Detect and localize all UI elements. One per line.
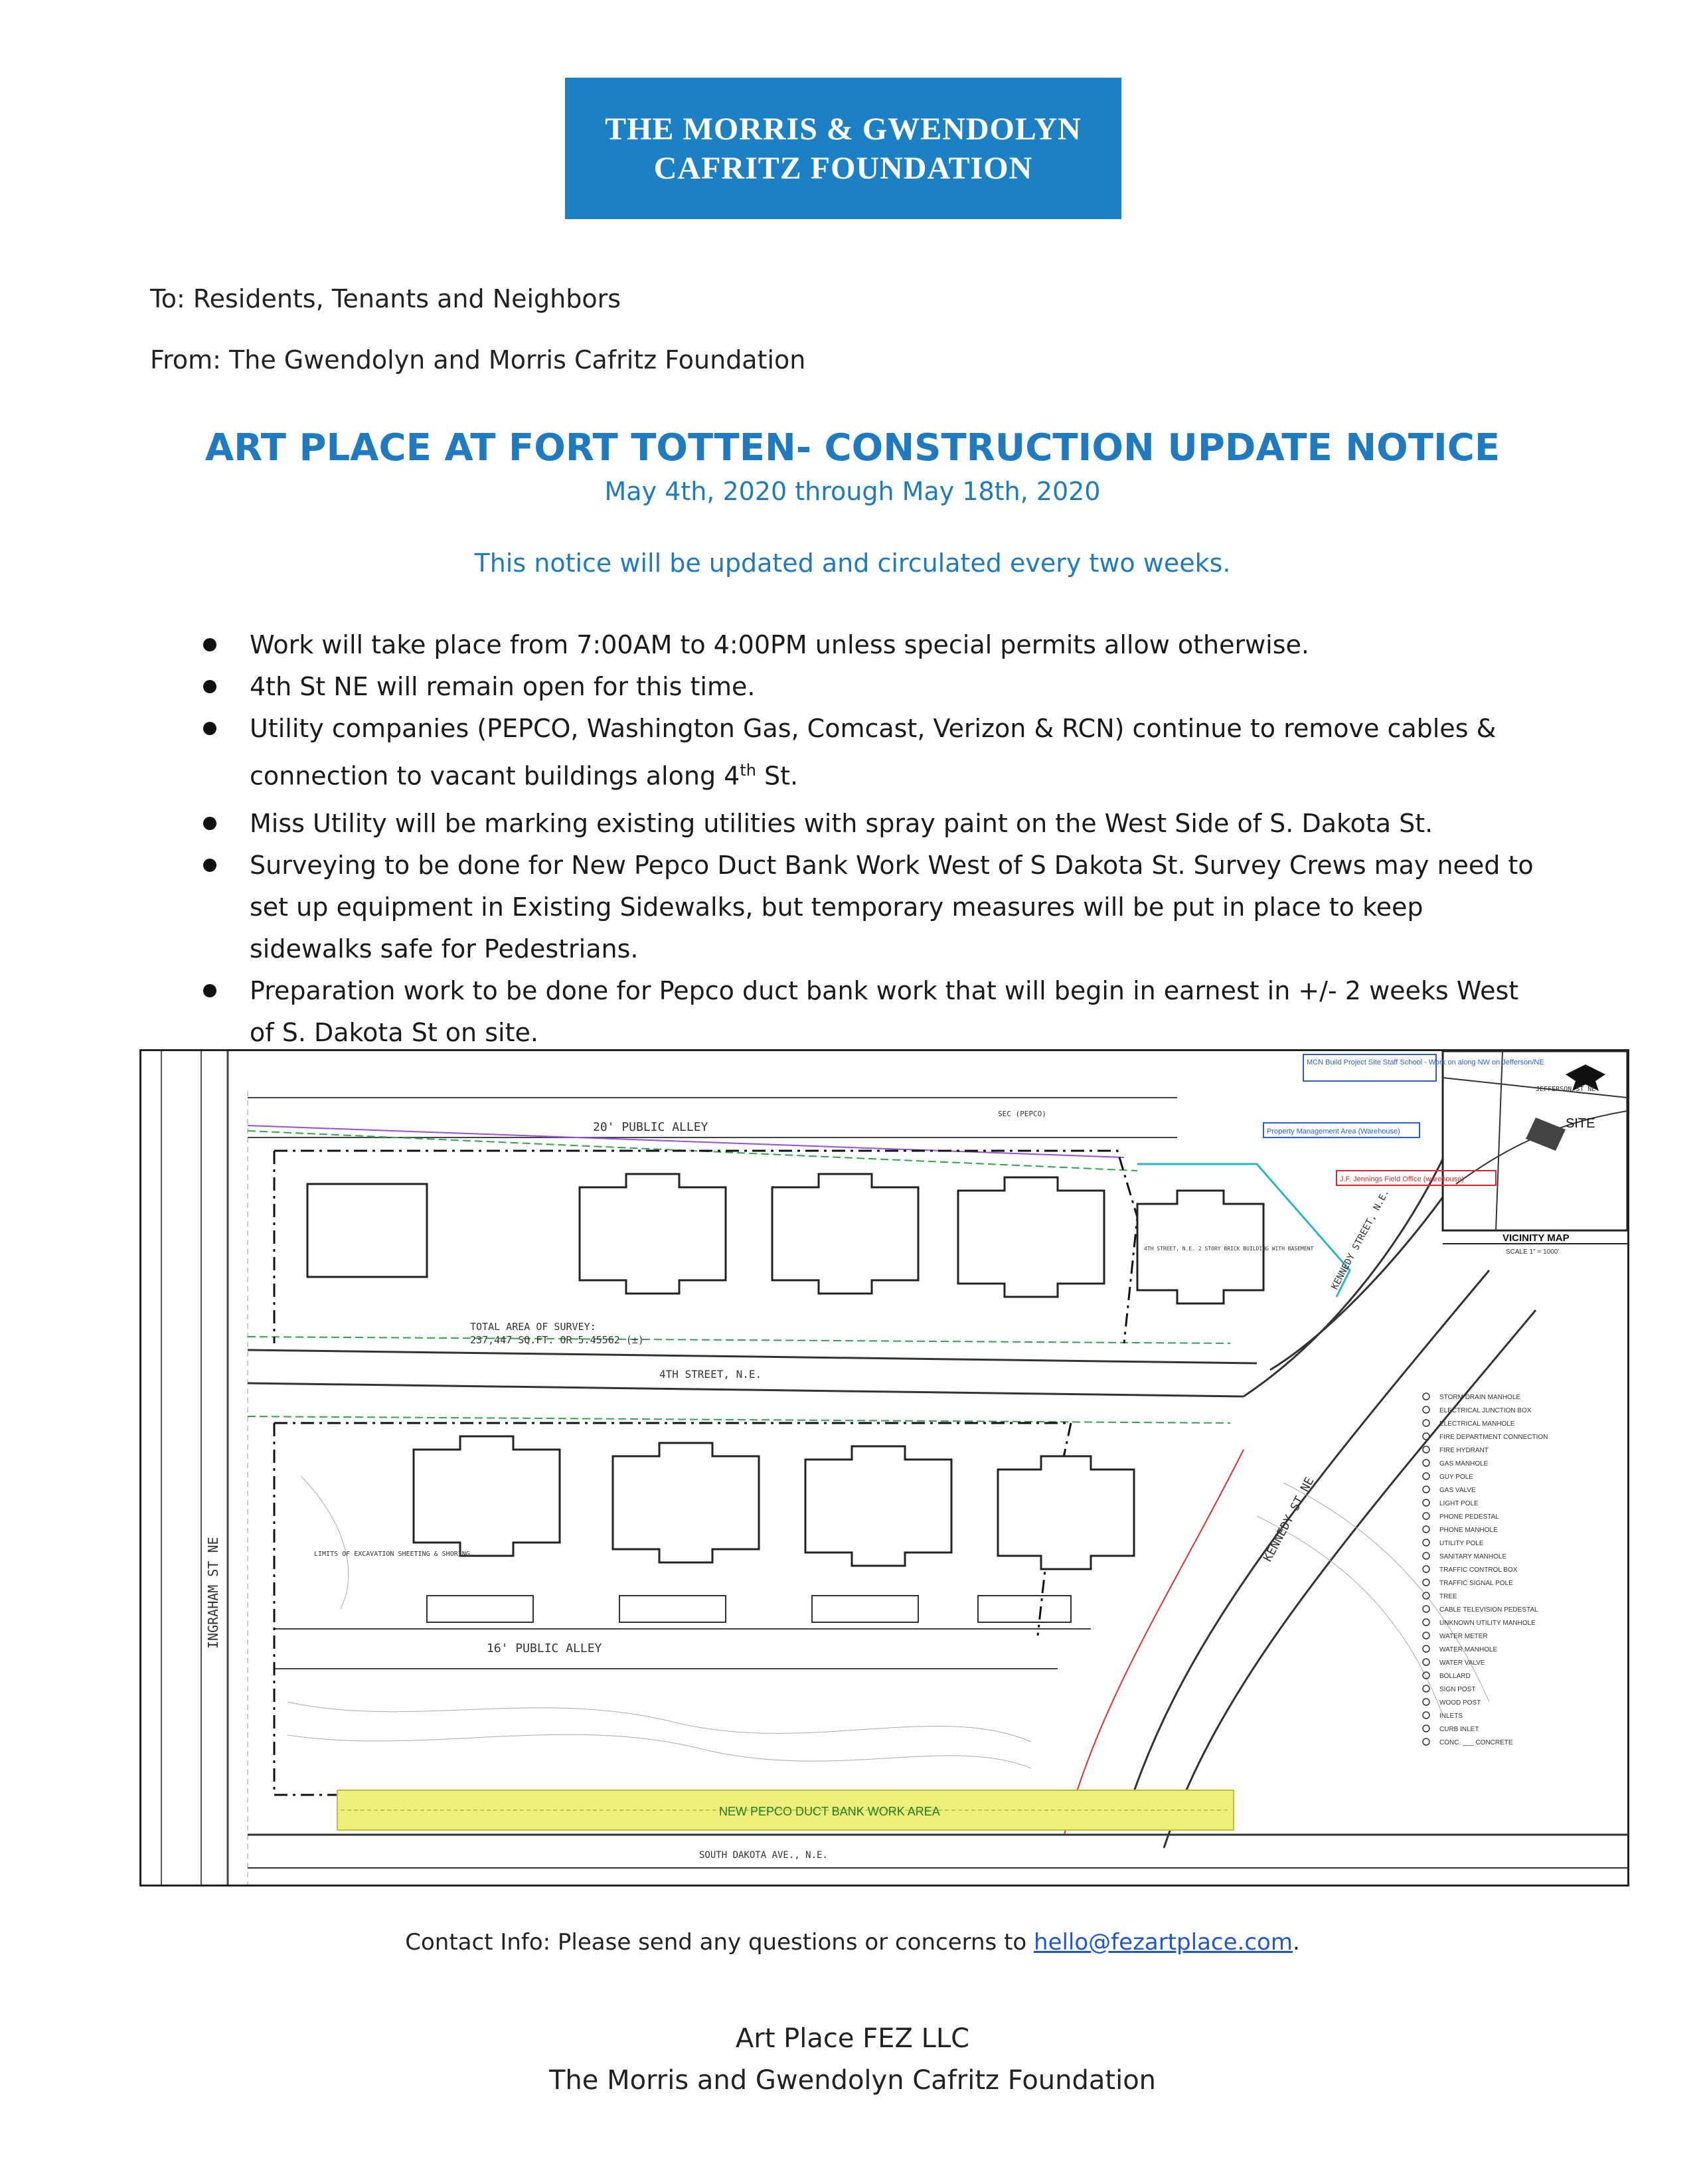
label-kennedy: KENNEDY ST NE — [1260, 1475, 1317, 1564]
legend-item: UNKNOWN UTILITY MANHOLE — [1439, 1620, 1536, 1627]
site-plan-svg — [141, 1051, 1627, 1885]
bullet-text: Surveying to be done for New Pepco Duct Bank Work West of S Dakota St. Survey Crews may need to set up equipment in Existing Sidewalks, but temporary measures will be put in place to keep sidewalks safe for Pedestrians. — [250, 850, 1534, 964]
bullet-item — [198, 708, 1546, 798]
legend-item: CONC. ___ CONCRETE — [1439, 1739, 1513, 1746]
legend-item: TRAFFIC CONTROL BOX — [1439, 1566, 1518, 1574]
label-south-dakota: SOUTH DAKOTA AVE., N.E. — [699, 1850, 828, 1861]
site-plan-drawing — [139, 1049, 1629, 1887]
label-limits: LIMITS OF EXCAVATION SHEETING & SHORING — [314, 1551, 470, 1558]
legend-item: WATER VALVE — [1439, 1659, 1485, 1667]
legend-item: LIGHT POLE — [1439, 1500, 1479, 1507]
legend-item: INLETS — [1439, 1713, 1463, 1720]
label-vicinity-scale: SCALE 1" = 1000' — [1506, 1248, 1560, 1256]
signature-foundation: The Morris and Gwendolyn Cafritz Foundation — [548, 2065, 1157, 2096]
legend-item: SANITARY MANHOLE — [1439, 1553, 1507, 1560]
label-public-alley-bottom: 16' PUBLIC ALLEY — [487, 1641, 602, 1655]
bullet-superscript: th — [740, 761, 756, 780]
legend-item: GAS VALVE — [1439, 1487, 1476, 1494]
plan-legend — [1439, 1394, 1548, 1746]
notice-dates: May 4th, 2020 through May 18th, 2020 — [604, 477, 1101, 506]
legend-item: FIRE HYDRANT — [1439, 1447, 1489, 1454]
bullet-text-tail: St. — [756, 761, 799, 791]
label-ingraham: INGRAHAM ST NE — [205, 1537, 221, 1649]
bullet-dot-icon — [203, 722, 216, 735]
label-total-area: TOTAL AREA OF SURVEY: — [470, 1321, 596, 1333]
logo-line-1: THE MORRIS & GWENDOLYN — [605, 112, 1082, 147]
contact-prefix: Contact Info: Please send any questions or concerns to — [405, 1929, 1034, 1956]
bullet-dot-icon — [203, 984, 216, 997]
memo-to: To: Residents, Tenants and Neighbors — [150, 284, 621, 313]
legend-item: WOOD POST — [1439, 1699, 1481, 1707]
legend-item: UTILITY POLE — [1439, 1540, 1484, 1547]
label-site: SITE — [1566, 1116, 1595, 1131]
label-total-area-value: 237,447 SQ.FT. OR 5.45562 (±) — [470, 1334, 644, 1346]
label-building-note: 4TH STREET, N.E. 2 STORY BRICK BUILDING WITH BASEMENT — [1144, 1246, 1314, 1252]
bullet-text: Preparation work to be done for Pepco duct bank work that will begin in earnest in +/- 2 weeks West of S. Dakota St on site. — [250, 975, 1519, 1047]
label-jefferson: JEFFERSON ST NE — [1536, 1086, 1596, 1093]
bullet-item — [198, 624, 1546, 666]
legend-item: TREE — [1439, 1593, 1457, 1600]
bullet-dot-icon — [203, 680, 216, 693]
legend-item: GUY POLE — [1439, 1473, 1473, 1481]
bullet-text: Miss Utility will be marking existing utilities with spray paint on the West Side of S. Dakota St. — [250, 808, 1433, 838]
label-public-alley-top: 20' PUBLIC ALLEY — [593, 1120, 708, 1134]
contact-suffix: . — [1292, 1929, 1300, 1956]
contact-email-link[interactable]: hello@fezartplace.com — [1034, 1929, 1293, 1956]
legend-item: PHONE PEDESTAL — [1439, 1513, 1499, 1521]
memo-from: From: The Gwendolyn and Morris Cafritz Foundation — [150, 345, 806, 375]
label-jennings-office: J.F. Jennings Field Office (warehouse) — [1340, 1175, 1464, 1183]
label-vicinity-map: VICINITY MAP — [1502, 1232, 1570, 1244]
legend-item: FIRE DEPARTMENT CONNECTION — [1439, 1434, 1548, 1441]
label-sec-pepco: SEC (PEPCO) — [998, 1110, 1046, 1118]
label-kennedy-street: KENNEDY STREET, N.E. — [1329, 1187, 1392, 1292]
signature-company: Art Place FEZ LLC — [735, 2023, 970, 2054]
notice-title: ART PLACE AT FORT TOTTEN- CONSTRUCTION UPDATE NOTICE — [204, 426, 1501, 469]
legend-item: PHONE MANHOLE — [1439, 1527, 1498, 1534]
label-4th-street: 4TH STREET, N.E. — [659, 1368, 762, 1381]
legend-item: ELECTRICAL JUNCTION BOX — [1439, 1407, 1532, 1414]
legend-item: STORM DRAIN MANHOLE — [1439, 1394, 1521, 1401]
bullet-text: 4th St NE will remain open for this time. — [250, 672, 756, 701]
label-duct-bank: NEW PEPCO DUCT BANK WORK AREA — [719, 1805, 940, 1818]
logo-line-2: CAFRITZ FOUNDATION — [653, 151, 1033, 186]
update-bullet-list — [198, 624, 1546, 1054]
legend-item: SIGN POST — [1439, 1686, 1476, 1693]
contact-info — [0, 1929, 1705, 1956]
label-mcn-note: MCN Build Project Site Staff School - Work on along NW on Jefferson/NE — [1307, 1058, 1544, 1066]
bullet-item — [198, 666, 1546, 708]
legend-item: GAS MANHOLE — [1439, 1460, 1489, 1468]
bullet-text: Utility companies (PEPCO, Washington Gas, Comcast, Verizon & RCN) continue to remove cables & connection to vacant buildings along 4 — [250, 714, 1497, 791]
legend-item: ELECTRICAL MANHOLE — [1439, 1420, 1515, 1428]
bullet-dot-icon — [203, 817, 216, 830]
legend-item: WATER METER — [1439, 1633, 1488, 1640]
legend-item: CURB INLET — [1439, 1726, 1479, 1733]
bullet-item — [198, 845, 1546, 970]
legend-item: CABLE TELEVISION PEDESTAL — [1439, 1606, 1538, 1614]
bullet-dot-icon — [203, 638, 216, 651]
bullet-dot-icon — [203, 859, 216, 872]
legend-item: WATER MANHOLE — [1439, 1646, 1498, 1653]
bullet-text: Work will take place from 7:00AM to 4:00PM unless special permits allow otherwise. — [250, 630, 1309, 659]
bullet-item — [198, 970, 1546, 1054]
notice-circulation: This notice will be updated and circulated every two weeks. — [474, 548, 1231, 578]
bullet-item — [198, 803, 1546, 845]
foundation-logo — [565, 78, 1121, 219]
label-property-management: Property Management Area (Warehouse) — [1267, 1128, 1400, 1135]
legend-item: BOLLARD — [1439, 1673, 1471, 1680]
legend-item: TRAFFIC SIGNAL POLE — [1439, 1580, 1513, 1587]
